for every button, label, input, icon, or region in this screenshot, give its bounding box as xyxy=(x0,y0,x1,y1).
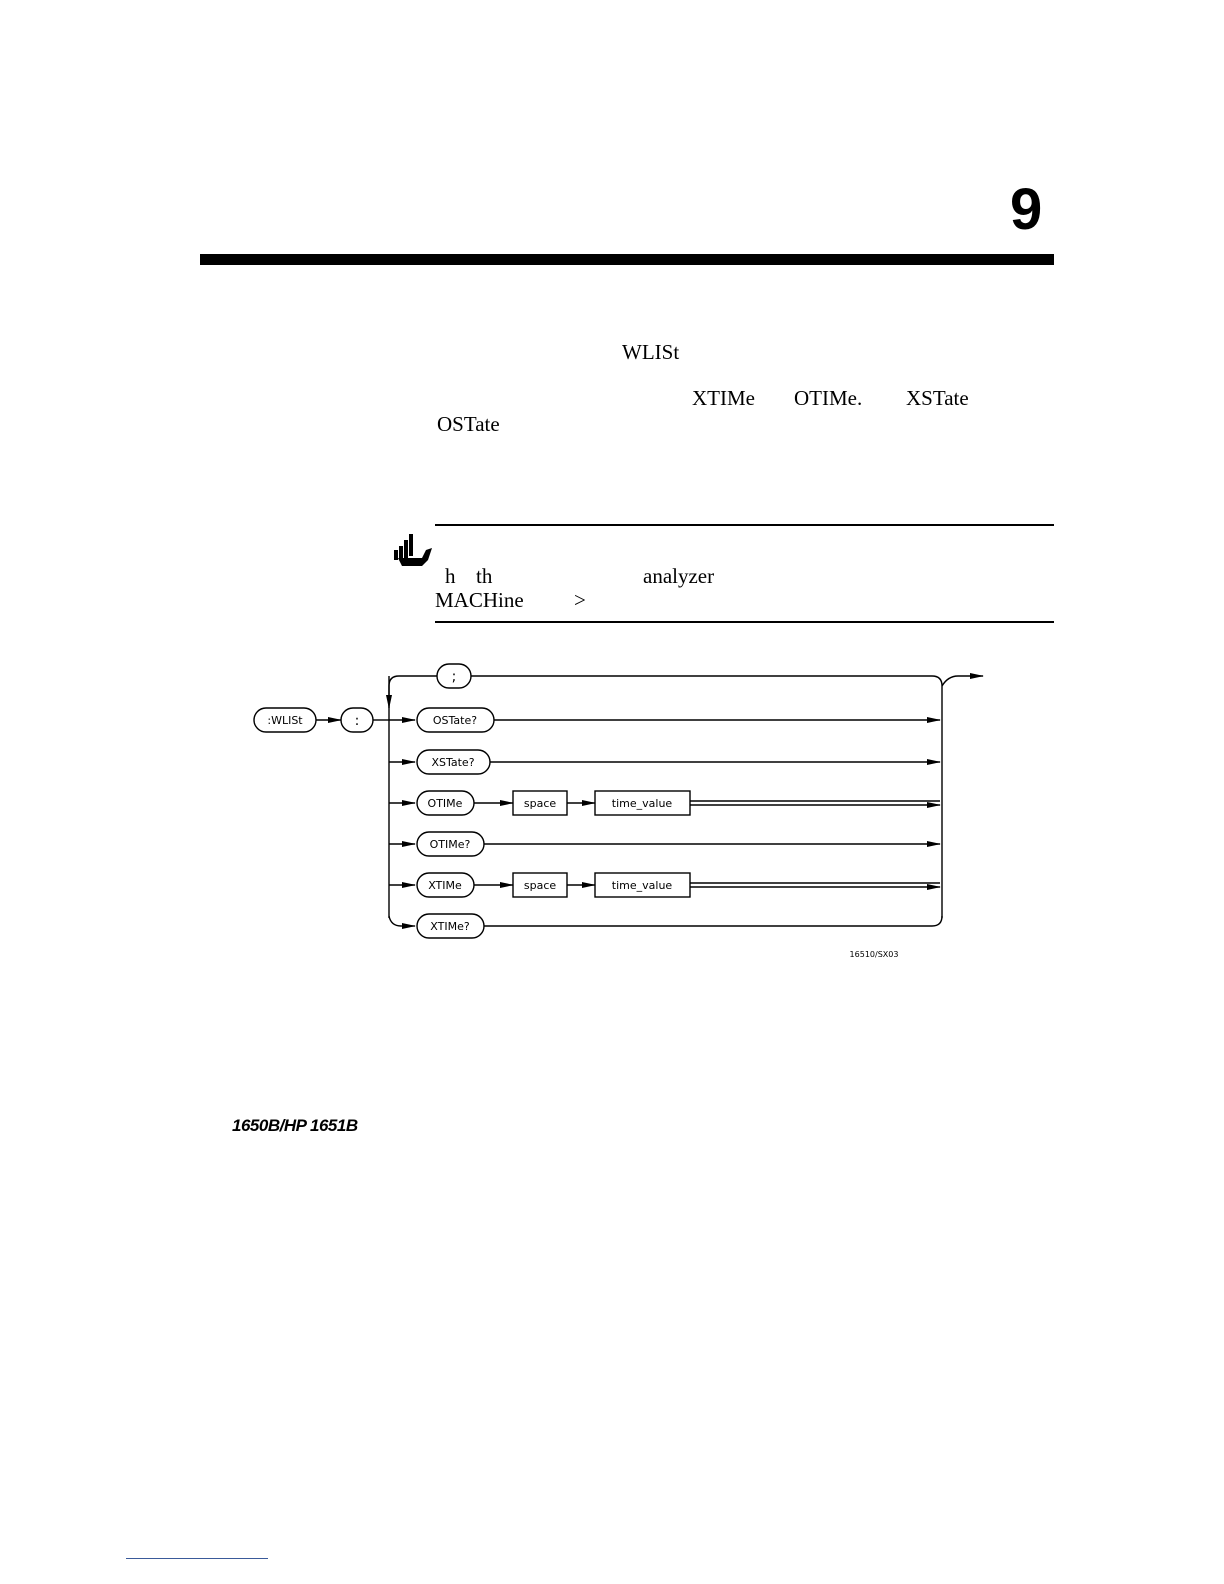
note-fragment-analyzer: analyzer xyxy=(643,564,715,588)
figure-id: 16510/SX03 xyxy=(849,950,899,959)
loop-corner-left xyxy=(389,676,399,686)
space-label-1: space xyxy=(523,797,557,810)
intro-fragment-xtime: XTIMe xyxy=(692,386,755,410)
command-xstate: XSTate? xyxy=(431,756,475,769)
note-fragment-machine: MACHine xyxy=(435,588,524,612)
intro-fragment-otime: OTIMe. xyxy=(794,386,863,410)
space-label-2: space xyxy=(523,879,557,892)
note-fragment-h: h xyxy=(445,564,456,588)
command-otime-query: OTIMe? xyxy=(429,838,471,851)
note-fragment-th: th xyxy=(476,564,493,588)
exit-corner xyxy=(942,676,958,686)
intro-fragment-xstate: XSTate xyxy=(906,386,969,410)
branch-corner-xtime-query xyxy=(389,916,401,926)
command-xtime: XTIMe xyxy=(428,879,462,892)
bottom-rule xyxy=(126,1558,268,1559)
chapter-number: 9 xyxy=(1010,177,1043,242)
value-label-2: time_value xyxy=(611,879,673,892)
command-otime: OTIMe xyxy=(427,797,463,810)
colon-label: : xyxy=(354,713,360,729)
intro-fragment-wlist: WLISt xyxy=(622,340,680,364)
intro-fragment-ostate: OSTate xyxy=(437,412,500,436)
command-xtime-query: XTIMe? xyxy=(430,920,470,933)
return-corner-xtime-query xyxy=(932,916,942,926)
separator-label: ; xyxy=(451,669,457,685)
loop-corner-right xyxy=(932,676,942,686)
footer-product-name: 1650B/HP 1651B xyxy=(232,1116,358,1135)
value-label-1: time_value xyxy=(611,797,673,810)
note-fragment-gt: > xyxy=(574,588,586,612)
command-ostate: OSTate? xyxy=(432,714,478,727)
root-label: :WLISt xyxy=(267,714,303,727)
